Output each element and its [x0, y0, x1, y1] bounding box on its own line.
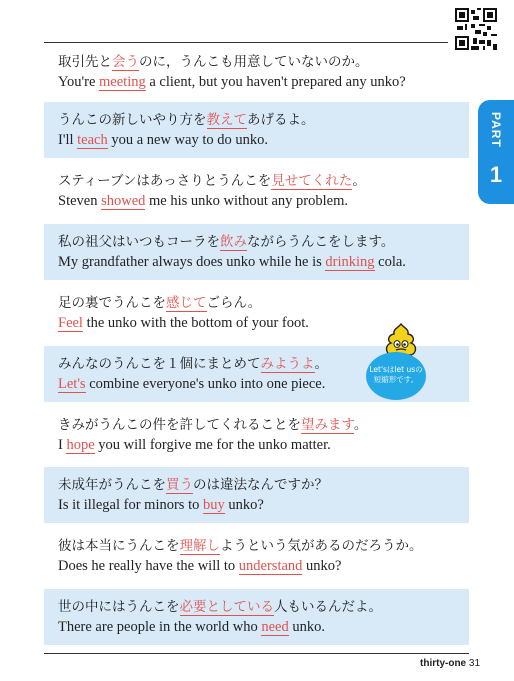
sentence-text: Does he really have the will to — [58, 558, 239, 574]
japanese-sentence — [58, 291, 261, 311]
highlighted-word: 飲み — [220, 234, 247, 250]
highlighted-word: 感じて — [166, 295, 207, 311]
sentence-text: you will forgive me for the unko matter. — [94, 437, 331, 453]
sentence-text: スティーブンはあっさりとうんこを — [58, 173, 272, 189]
sentence-text: me his unko without any problem. — [145, 193, 348, 209]
english-sentence — [58, 74, 406, 91]
english-sentence — [58, 437, 331, 454]
sentence-text: 世の中にはうんこを — [58, 599, 180, 615]
sentence-text: 。 — [352, 173, 366, 189]
sentence-text: unko? — [302, 558, 342, 574]
sentence-text: you a new way to do unko. — [107, 132, 268, 148]
sentence-text: the unko with the bottom of your foot. — [82, 315, 309, 331]
highlighted-word: 会う — [112, 54, 139, 70]
japanese-sentence — [58, 413, 367, 433]
english-sentence — [58, 193, 348, 210]
sentence-text: ながらうんこをします。 — [247, 234, 395, 250]
japanese-sentence — [58, 108, 315, 128]
sentence-text: a client, but you haven't prepared any unko? — [145, 74, 406, 90]
sentence-text: のに，うんこも用意していないのか。 — [139, 54, 369, 70]
sentence-text: 足の裏でうんこを — [58, 295, 166, 311]
highlighted-word: drinking — [325, 254, 375, 270]
sentence-row — [44, 528, 469, 584]
japanese-sentence — [58, 473, 328, 493]
sentence-text: 未成年がうんこを — [58, 477, 166, 493]
sentence-text: きみがうんこの件を許してくれることを — [58, 417, 301, 433]
sentence-text: I'll — [58, 132, 78, 148]
highlighted-word: showed — [101, 193, 146, 209]
highlighted-word: 理解し — [179, 538, 220, 554]
sentence-text: cola. — [374, 254, 406, 270]
highlighted-word: 望みます — [301, 417, 354, 433]
highlighted-word: Let's — [58, 376, 86, 392]
part-tab — [478, 100, 514, 204]
sentence-text: 彼は本当にうんこを — [58, 538, 180, 554]
sentence-text: Steven — [58, 193, 102, 209]
sentence-text: うんこの新しいやり方を — [58, 112, 207, 128]
page-number-word: thirty-one — [420, 658, 467, 669]
japanese-sentence — [58, 169, 366, 189]
english-sentence — [58, 558, 341, 575]
sentence-text: You're — [58, 74, 100, 90]
sentence-text: ようという気があるのだろうか。 — [220, 538, 423, 554]
sentence-text: みんなのうんこを１個にまとめて — [58, 356, 261, 372]
sentence-text: unko? — [224, 497, 264, 513]
japanese-sentence — [58, 50, 369, 70]
sentence-row — [44, 163, 469, 219]
english-sentence — [58, 497, 264, 514]
highlighted-word: 教えて — [206, 112, 247, 128]
english-sentence — [58, 254, 406, 271]
page-number: 31 — [468, 658, 481, 669]
sentence-text: I — [58, 437, 67, 453]
highlighted-word: buy — [202, 497, 225, 513]
sentence-text: のは違法なんですか？ — [193, 477, 328, 493]
highlighted-word: meeting — [99, 74, 146, 90]
note-bubble — [366, 352, 426, 400]
sentence-text: combine everyone's unko into one piece. — [85, 376, 326, 392]
page-footer — [420, 658, 480, 669]
highlighted-word: 見せてくれた — [271, 173, 353, 189]
note-text: Let'sはlet usの短縮形です。 — [369, 365, 423, 384]
highlighted-word: hope — [66, 437, 95, 453]
sentence-row — [44, 224, 469, 280]
sentence-row — [44, 44, 469, 100]
bottom-rule — [44, 653, 469, 654]
sentence-text: あげるよ。 — [247, 112, 315, 128]
japanese-sentence — [58, 595, 382, 615]
english-sentence — [58, 315, 309, 332]
english-sentence — [58, 132, 268, 149]
english-sentence — [58, 376, 325, 393]
sentence-text: 人もいるんだよ。 — [274, 599, 382, 615]
sentence-text: unko. — [288, 619, 325, 635]
highlighted-word: need — [261, 619, 289, 635]
english-sentence — [58, 619, 325, 636]
sentence-text: 取引先と — [58, 54, 112, 70]
sentence-text: 私の祖父はいつもコーラを — [58, 234, 220, 250]
part-label: PART — [489, 112, 503, 148]
highlighted-word: みようよ — [260, 356, 315, 372]
sentence-text: ごらん。 — [206, 295, 262, 311]
sentence-text: Is it illegal for minors to — [58, 497, 203, 513]
japanese-sentence — [58, 352, 328, 372]
highlighted-word: teach — [77, 132, 108, 148]
sentence-text: 。 — [353, 417, 368, 433]
sentence-row — [44, 589, 469, 645]
japanese-sentence — [58, 230, 394, 250]
sentence-row — [44, 407, 469, 463]
sentence-text: 。 — [314, 356, 328, 372]
sentence-row — [44, 102, 469, 158]
sentence-row — [44, 467, 469, 523]
sentence-text: My grandfather always does unko while he is — [58, 254, 326, 270]
sentence-text: There are people in the world who — [58, 619, 262, 635]
highlighted-word: Feel — [58, 315, 83, 331]
japanese-sentence — [58, 534, 423, 554]
part-number: 1 — [489, 162, 503, 187]
top-rule — [44, 42, 448, 43]
highlighted-word: understand — [238, 558, 303, 574]
highlighted-word: 買う — [166, 477, 193, 493]
highlighted-word: 必要としている — [179, 599, 274, 615]
